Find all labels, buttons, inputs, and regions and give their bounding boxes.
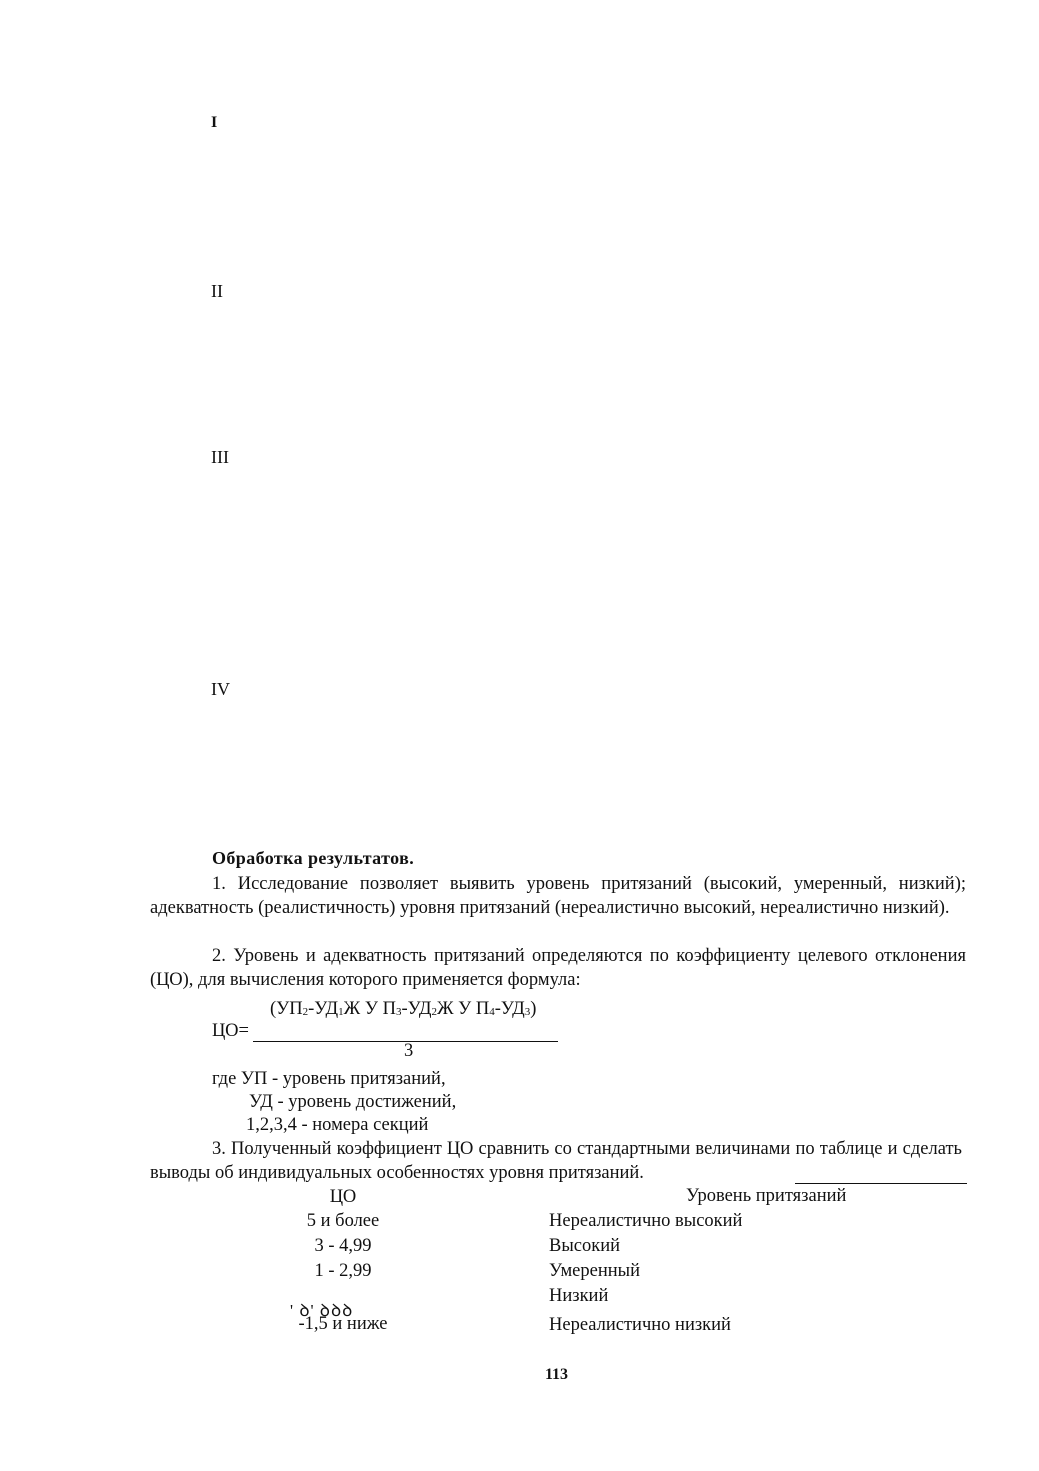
paragraph-1: 1. Исследование позволяет выявить уровень притязаний (высокий, умеренный, низкий); адекватность (реалистичность) уровня притязаний (нереалистично высокий, нереалистично низкий).	[150, 874, 966, 918]
table-row-level: Умеренный	[549, 1261, 640, 1281]
table-header-level: Уровень притязаний	[686, 1186, 847, 1206]
formula-denominator: 3	[404, 1041, 414, 1061]
table-row-level: Нереалистично низкий	[549, 1315, 731, 1335]
table-row-level: Высокий	[549, 1236, 621, 1256]
legend-up: где УП - уровень притязаний,	[212, 1069, 446, 1089]
table-row-level: Нереалистично высокий	[549, 1211, 743, 1231]
section-marker-4: IV	[211, 679, 230, 699]
paragraph-3: 3. Полученный коэффициент ЦО сравнить со стандартными величинами по таблице и сделать выводы об индивидуальных особенностях уровня притязаний.	[150, 1139, 962, 1183]
table-row-co: 1 - 2,99	[314, 1261, 372, 1281]
section-marker-3: III	[211, 447, 229, 467]
formula-numerator: ($УП_2-УД_1Ж$ У $П_3-УД_2Ж$ У $П_4-УД_3$)	[270, 999, 537, 1019]
table-row-co: -1,5 и ниже	[298, 1314, 388, 1334]
results-heading: Обработка результатов.	[212, 848, 415, 868]
table-row-co: 5 и более	[306, 1211, 380, 1231]
paragraph-2: 2. Уровень и адекватность притязаний определяются по коэффициенту целевого отклонения (ЦО), для вычисления которого применяется формула:	[150, 946, 966, 990]
table-row-co: 3 - 4,99	[314, 1236, 372, 1256]
table-header-co: ЦО	[329, 1187, 357, 1207]
formula-lhs: ЦО=	[212, 1021, 249, 1041]
legend-ud: УД - уровень достижений,	[249, 1092, 457, 1112]
answer-underline	[795, 1183, 967, 1184]
legend-sections: 1,2,3,4 - номера секций	[246, 1115, 429, 1135]
section-marker-1: I	[211, 114, 218, 131]
section-marker-2: II	[211, 281, 223, 301]
garbled-co-value: ' ꝺ' ꝺꝺꝺ	[290, 1301, 354, 1320]
table-row-level: Низкий	[549, 1286, 609, 1306]
page-number: 113	[544, 1366, 569, 1383]
